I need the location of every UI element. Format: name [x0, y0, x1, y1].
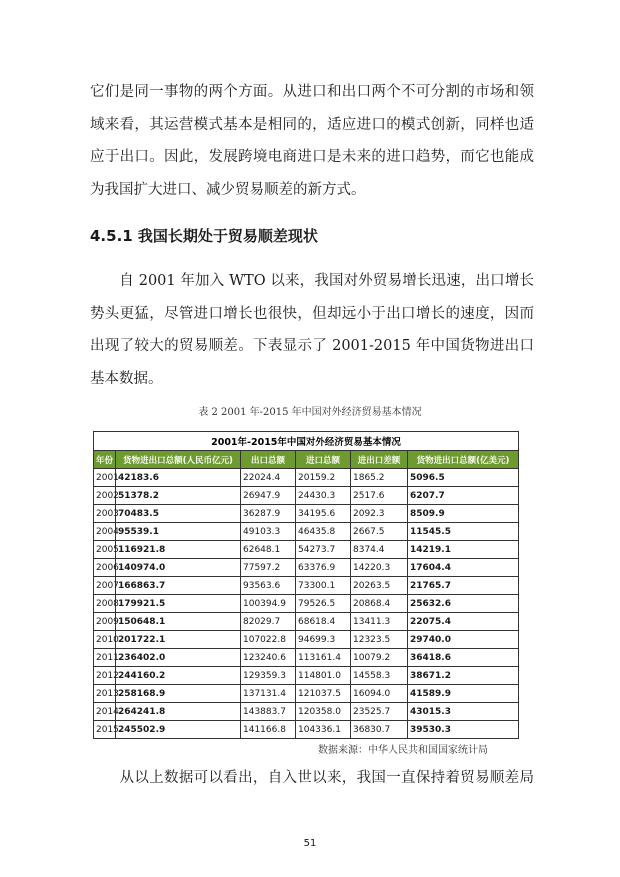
value-cell: 129359.3 [241, 667, 296, 685]
value-cell: 26947.9 [241, 487, 296, 505]
value-cell: 8509.9 [408, 505, 519, 523]
value-cell: 8374.4 [351, 541, 408, 559]
table-row [94, 577, 519, 595]
value-cell: 54273.7 [296, 541, 351, 559]
value-cell: 150648.1 [116, 613, 241, 631]
value-cell: 2517.6 [351, 487, 408, 505]
paragraph-line: 应于出口。因此，发展跨境电商进口是未来的进口趋势，而它也能成 [90, 149, 534, 165]
year-cell: 2008 [94, 595, 116, 613]
year-cell: 2002 [94, 487, 116, 505]
table-row [94, 469, 519, 487]
value-cell: 2092.3 [351, 505, 408, 523]
table-title: 2001年-2015年中国对外经济贸易基本情况 [94, 432, 519, 451]
table-body [94, 469, 519, 739]
column-header: 货物进出口总额(亿美元) [408, 451, 519, 469]
table-row [94, 523, 519, 541]
value-cell: 62648.1 [241, 541, 296, 559]
table-row [94, 613, 519, 631]
value-cell: 17604.4 [408, 559, 519, 577]
value-cell: 11545.5 [408, 523, 519, 541]
year-cell: 2010 [94, 631, 116, 649]
year-cell: 2014 [94, 703, 116, 721]
value-cell: 22024.4 [241, 469, 296, 487]
value-cell: 114801.0 [296, 667, 351, 685]
table-caption: 表 2 2001 年-2015 年中国对外经济贸易基本情况 [198, 407, 422, 418]
table-row [94, 541, 519, 559]
value-cell: 49103.3 [241, 523, 296, 541]
table-row [94, 667, 519, 685]
year-cell: 2005 [94, 541, 116, 559]
paragraph-line: 从以上数据可以看出，自入世以来，我国一直保持着贸易顺差局 [90, 770, 534, 786]
value-cell: 39530.3 [408, 721, 519, 739]
paragraph-line: 为我国扩大进口、减少贸易顺差的新方式。 [90, 181, 366, 198]
value-cell: 29740.0 [408, 631, 519, 649]
value-cell: 141166.8 [241, 721, 296, 739]
body-paragraph-1 [90, 76, 534, 206]
value-cell: 179921.5 [116, 595, 241, 613]
value-cell: 20263.5 [351, 577, 408, 595]
value-cell: 36418.6 [408, 649, 519, 667]
paragraph-line: 它们是同一事物的两个方面。从进口和出口两个不可分割的市场和领 [90, 84, 534, 100]
table-row [94, 721, 519, 739]
value-cell: 245502.9 [116, 721, 241, 739]
value-cell: 77597.2 [241, 559, 296, 577]
table-row [94, 685, 519, 703]
value-cell: 201722.1 [116, 631, 241, 649]
value-cell: 12323.5 [351, 631, 408, 649]
value-cell: 42183.6 [116, 469, 241, 487]
value-cell: 93563.6 [241, 577, 296, 595]
table-row [94, 595, 519, 613]
value-cell: 41589.9 [408, 685, 519, 703]
table-row [94, 559, 519, 577]
paragraph-line: 基本数据。 [90, 370, 163, 387]
value-cell: 68618.4 [296, 613, 351, 631]
column-header: 进口总额 [296, 451, 351, 469]
value-cell: 73300.1 [296, 577, 351, 595]
value-cell: 121037.5 [296, 685, 351, 703]
year-cell: 2011 [94, 649, 116, 667]
value-cell: 16094.0 [351, 685, 408, 703]
value-cell: 14220.3 [351, 559, 408, 577]
value-cell: 94699.3 [296, 631, 351, 649]
value-cell: 24430.3 [296, 487, 351, 505]
value-cell: 166863.7 [116, 577, 241, 595]
value-cell: 95539.1 [116, 523, 241, 541]
value-cell: 79526.5 [296, 595, 351, 613]
value-cell: 34195.6 [296, 505, 351, 523]
value-cell: 14219.1 [408, 541, 519, 559]
value-cell: 258168.9 [116, 685, 241, 703]
value-cell: 70483.5 [116, 505, 241, 523]
value-cell: 1865.2 [351, 469, 408, 487]
value-cell: 43015.3 [408, 703, 519, 721]
trade-data-table [93, 431, 519, 739]
value-cell: 140974.0 [116, 559, 241, 577]
value-cell: 23525.7 [351, 703, 408, 721]
value-cell: 120358.0 [296, 703, 351, 721]
value-cell: 14558.3 [351, 667, 408, 685]
value-cell: 107022.8 [241, 631, 296, 649]
paragraph-line: 出现了较大的贸易顺差。下表显示了 2001-2015 年中国货物进出口 [90, 338, 534, 354]
table-row [94, 487, 519, 505]
value-cell: 82029.7 [241, 613, 296, 631]
value-cell: 116921.8 [116, 541, 241, 559]
value-cell: 137131.4 [241, 685, 296, 703]
year-cell: 2012 [94, 667, 116, 685]
value-cell: 143883.7 [241, 703, 296, 721]
value-cell: 123240.6 [241, 649, 296, 667]
value-cell: 5096.5 [408, 469, 519, 487]
value-cell: 22075.4 [408, 613, 519, 631]
value-cell: 20159.2 [296, 469, 351, 487]
column-header: 进出口差额 [351, 451, 408, 469]
table-row [94, 703, 519, 721]
value-cell: 104336.1 [296, 721, 351, 739]
value-cell: 100394.9 [241, 595, 296, 613]
year-cell: 2007 [94, 577, 116, 595]
table-row [94, 631, 519, 649]
paragraph-line: 势头更猛，尽管进口增长也很快，但却远小于出口增长的速度，因而 [90, 305, 534, 322]
column-header: 年份 [94, 451, 116, 469]
value-cell: 10079.2 [351, 649, 408, 667]
value-cell: 36830.7 [351, 721, 408, 739]
value-cell: 25632.6 [408, 595, 519, 613]
page-number: 51 [303, 838, 317, 849]
body-paragraph-3 [90, 762, 534, 795]
value-cell: 63376.9 [296, 559, 351, 577]
year-cell: 2001 [94, 469, 116, 487]
value-cell: 21765.7 [408, 577, 519, 595]
paragraph-line: 自 2001 年加入 WTO 以来，我国对外贸易增长迅速，出口增长 [90, 273, 534, 289]
body-paragraph-2 [90, 265, 534, 395]
table-row [94, 505, 519, 523]
year-cell: 2003 [94, 505, 116, 523]
value-cell: 38671.2 [408, 667, 519, 685]
value-cell: 20868.4 [351, 595, 408, 613]
value-cell: 2667.5 [351, 523, 408, 541]
value-cell: 244160.2 [116, 667, 241, 685]
value-cell: 113161.4 [296, 649, 351, 667]
value-cell: 6207.7 [408, 487, 519, 505]
column-header: 出口总额 [241, 451, 296, 469]
year-cell: 2004 [94, 523, 116, 541]
year-cell: 2013 [94, 685, 116, 703]
table-row [94, 649, 519, 667]
value-cell: 264241.8 [116, 703, 241, 721]
value-cell: 36287.9 [241, 505, 296, 523]
year-cell: 2015 [94, 721, 116, 739]
paragraph-line: 域来看，其运营模式基本是相同的，适应进口的模式创新，同样也适 [90, 116, 534, 133]
value-cell: 236402.0 [116, 649, 241, 667]
value-cell: 13411.3 [351, 613, 408, 631]
column-header: 货物进出口总额(人民币亿元) [116, 451, 241, 469]
year-cell: 2009 [94, 613, 116, 631]
value-cell: 51378.2 [116, 487, 241, 505]
section-heading: 4.5.1 我国长期处于贸易顺差现状 [90, 227, 318, 245]
year-cell: 2006 [94, 559, 116, 577]
table-header-row [94, 451, 519, 469]
data-source-note: 数据来源：中华人民共和国国家统计局 [318, 745, 488, 756]
value-cell: 46435.8 [296, 523, 351, 541]
